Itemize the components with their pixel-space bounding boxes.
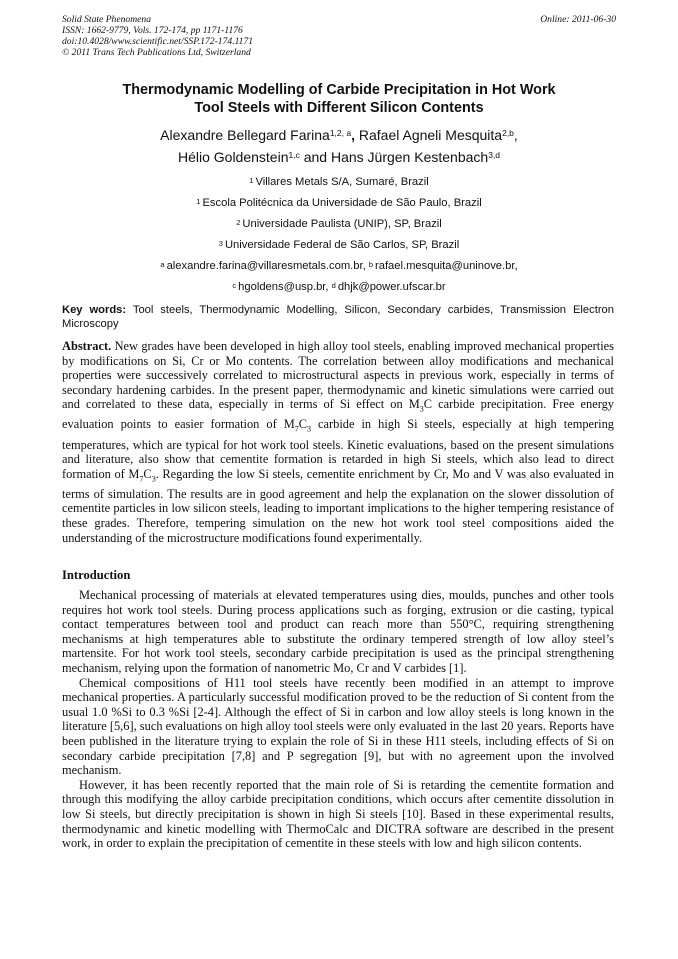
author-list — [62, 124, 616, 168]
issn-line: ISSN: 1662-9779, Vols. 172-174, pp 1171-1176 — [62, 25, 243, 36]
email-line — [62, 277, 616, 298]
email-address[interactable]: alexandre.farina@villaresmetals.com.br, — [166, 260, 366, 272]
email-address[interactable]: rafael.mesquita@uninove.br, — [375, 260, 518, 272]
author-separator: , — [351, 127, 359, 143]
paragraph: Chemical compositions of H11 tool steels have recently been modified in an attempt to improve mechanical properties. A particularly successful modification proved to be the reduction of Si content from the usual 1.0 %Si to 0.3 %Si [2-4]. Although the effect of Si in carbon and low alloy steels is long known in the literature [5,6], such evaluations on high alloy tool steels were only evaluated in the last 20 years. Reports have been published in the literature trying to explain the role of Si in these H11 steels, including effects of Si on secondary carbide precipitation [7,8] and P segregation [9], but with no agreement upon the involved mechanism. — [62, 675, 614, 778]
keywords-label: Key words: — [62, 304, 127, 316]
abstract-text: C carbide precipitation. Free energy evaluation points to easier formation of M — [62, 397, 614, 432]
abstract-subscript: 7 — [294, 424, 299, 434]
abstract-subscript: 3 — [419, 404, 424, 414]
abstract-subscript: 3 — [151, 474, 156, 484]
author-superscript: 2,b — [502, 128, 514, 138]
affiliation-superscript: 3 — [218, 239, 223, 248]
abstract-text: C — [298, 417, 307, 432]
online-date: Online: 2011-06-30 — [540, 14, 616, 25]
affiliation — [62, 193, 616, 214]
email-address[interactable]: hgoldens@usp.br, — [238, 281, 329, 293]
abstract-text: carbide in high Si steels, especially at high tempering temperatures, which are typical for hot work tool steels. Kinetic evaluations, based on the present simulations and literature, also show that cementite formation is retarded in high Si steels, which also lead to direct formation of M — [62, 417, 614, 481]
section-heading-introduction: Introduction — [62, 568, 131, 582]
keywords-text: Tool steels, Thermodynamic Modelling, Silicon, Secondary carbides, Transmission Electron Microscopy — [62, 304, 614, 330]
affiliation-list — [62, 172, 616, 298]
affiliation-text: Universidade Paulista (UNIP), SP, Brazil — [242, 218, 442, 230]
journal-name: Solid State Phenomena — [62, 14, 151, 25]
title-line-2: Tool Steels with Different Silicon Contents — [194, 100, 484, 116]
paragraph: However, it has been recently reported that the main role of Si is retarding the cementite formation and through this modifying the alloy carbide precipitation conditions, which occurs after cementite dissolution in low Si steels, but directly precipitation is shown in high Si steels [10]. Based in these experimental results, thermodynamic and kinetic modelling with ThermoCalc and DICTRA software are described in the present work, in order to explain the precipitation of cementite in these steels with low and high silicon contents. — [62, 777, 614, 851]
affiliation-text: Escola Politécnica da Universidade de São Paulo, Brazil — [202, 197, 482, 209]
abstract-text: . Regarding the low Si steels, cementite enrichment by Cr, Mo and V was also evaluated in terms of simulation. The results are in good agreement and help the explanation on the slower dissolution of cementite particles in low silicon steels, leading to important implications to the higher tempering resistance of these grades. Therefore, tempering simulation on the new hot work tool steel compositions aided the understanding of the microstructure modifications found experimentally. — [62, 466, 614, 545]
email-superscript: b — [368, 260, 373, 269]
author-separator: and — [299, 149, 331, 165]
author-name: Hans Jürgen Kestenbach — [330, 149, 489, 165]
introduction-body — [62, 588, 614, 851]
title-line-1: Thermodynamic Modelling of Carbide Precipitation in Hot Work — [122, 82, 556, 98]
affiliation — [62, 214, 616, 235]
author-name: Alexandre Bellegard Farina — [160, 127, 330, 143]
affiliation-superscript: 1 — [249, 176, 254, 185]
paper-title — [62, 81, 616, 117]
abstract-subscript: 7 — [139, 474, 144, 484]
affiliation-superscript: 2 — [236, 218, 241, 227]
author-name: Rafael Agneli Mesquita — [358, 127, 503, 143]
abstract — [62, 339, 614, 545]
abstract-text: C — [143, 466, 152, 481]
email-line — [62, 256, 616, 277]
email-address[interactable]: dhjk@power.ufscar.br — [337, 281, 446, 293]
abstract-text: New grades have been developed in high alloy tool steels, enabling improved mechanical properties by modifications on Si, Cr or Mo contents. The correlation between alloy modifications and mechanical properties were successively correlated to microstructural aspects in previous work, especially in terms of secondary hardening carbides. In the present paper, thermodynamic and kinetic simulations were carried out and correlated to these data, especially in terms of Si effect on M — [62, 339, 614, 412]
affiliation-text: Villares Metals S/A, Sumaré, Brazil — [255, 176, 429, 188]
email-superscript: c — [232, 281, 237, 290]
abstract-subscript: 3 — [307, 424, 311, 434]
doi-line: doi:10.4028/www.scientific.net/SSP.172-174.1171 — [62, 36, 254, 47]
author-name: Hélio Goldenstein — [177, 149, 289, 165]
author-superscript: 1,c — [288, 150, 300, 160]
author-separator: , — [513, 127, 518, 143]
affiliation-superscript: 1 — [196, 197, 201, 206]
copyright-line: © 2011 Trans Tech Publications Ltd, Switzerland — [62, 47, 251, 58]
keywords — [62, 304, 614, 331]
email-superscript: a — [160, 260, 165, 269]
paragraph: Mechanical processing of materials at elevated temperatures using dies, moulds, punches and other tools requires hot work tool steels. During process applications such as forging, extrusion or die casting, typical contact temperatures between tool and product can reach more than 550°C, requiring strengthening mechanisms at high temperatures able to substitute the ordinary tempered strength of low alloy steel’s martensite. For hot work tool steels, secondary carbide precipitation is used as the principal strengthening mechanism, relying upon the formation of nanometric Mo, Cr and V carbides [1]. — [62, 588, 614, 675]
author-superscript: 1,2, a — [329, 128, 352, 138]
abstract-label: Abstract. — [62, 339, 112, 353]
email-superscript: d — [331, 281, 336, 290]
affiliation-text: Universidade Federal de São Carlos, SP, Brazil — [224, 239, 460, 251]
author-superscript: 3,d — [488, 150, 501, 160]
journal-header — [62, 14, 616, 58]
affiliation — [62, 235, 616, 256]
affiliation — [62, 172, 616, 193]
